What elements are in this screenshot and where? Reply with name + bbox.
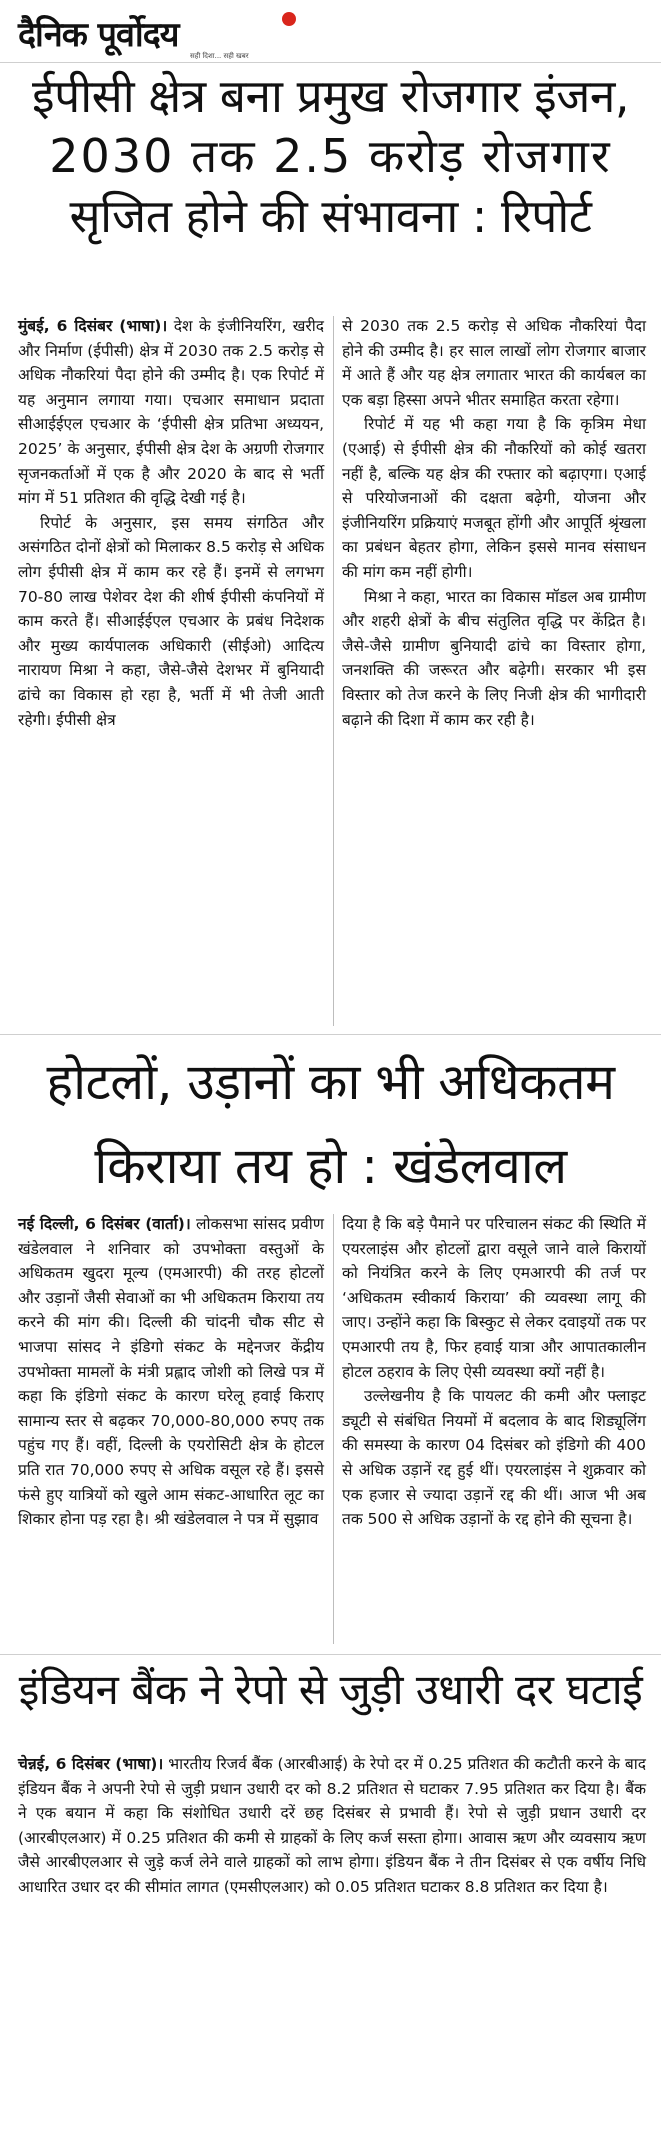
article1-headline: ईपीसी क्षेत्र बना प्रमुख रोजगार इंजन, 2030 तक 2.5 करोड़ रोजगार सृजित होने की संभावना : रिपोर्ट [32, 69, 629, 243]
article1-left-column: मुंबई, 6 दिसंबर (भाषा)। देश के इंजीनियरिंग, खरीद और निर्माण (ईपीसी) क्षेत्र में 2030 तक 2.5 करोड़ से अधिक नौकरियां पैदा होने की उम्मीद है। एक रिपोर्ट में यह अनुमान लगाया गया। एचआर समाधान प्रदाता सीआईईएल एचआर के ‘ईपीसी क्षेत्र प्रतिभा अध्ययन, 2025’ के अनुसार, ईपीसी क्षेत्र देश के अग्रणी रोजगार सृजनकर्ताओं में एक है और 2020 के बाद से भर्ती मांग में 51 प्रतिशत की वृद्धि देखी गई है। रिपोर्ट के अनुसार, इस समय संगठित और असंगठित दोनों क्षेत्रों को मिलाकर 8.5 करोड़ से अधिक लोग ईपीसी क्षेत्र में काम कर रहे हैं। इनमें से लगभग 70-80 लाख पेशेवर देश की शीर्ष ईपीसी कंपनियों में काम करते हैं। सीआईईएल एचआर के प्रबंध निदेशक और मुख्य कार्यपालक अधिकारी (सीईओ) आदित्य नारायण मिश्रा ने कहा, जैसे-जैसे देशभर में बुनियादी ढांचे का विकास हो रहा है, भर्ती में भी तेजी आती रहेगी। ईपीसी क्षेत्र [18, 317, 324, 729]
article3-headline: इंडियन बैंक ने रेपो से जुड़ी उधारी दर घटाई [18, 1665, 643, 1714]
article-divider-2 [0, 1654, 661, 1655]
masthead-tagline: सही दिशा... सही खबर [190, 52, 249, 60]
article2-left-column: नई दिल्ली, 6 दिसंबर (वार्ता)। लोकसभा सांसद प्रवीण खंडेलवाल ने शनिवार को उपभोक्ता वस्तुओं के अधिकतम खुदरा मूल्य (एमआरपी) की तरह होटलों और उड़ानों जैसी सेवाओं का भी अधिकतम किराया तय करने की मांग की। दिल्ली की चांदनी चौक सीट से भाजपा सांसद ने इंडिगो संकट के मद्देनजर केंद्रीय उपभोक्ता मामलों के मंत्री प्रह्लाद जोशी को लिखे पत्र में कहा कि इंडिगो संकट के कारण घरेलू हवाई किराए सामान्य स्तर से बढ़कर 70,000-80,000 रुपए तक पहुंच गए हैं। वहीं, दिल्ली के एयरोसिटी क्षेत्र के होटल प्रति रात 70,000 रुपए से अधिक वसूल रहे हैं। इससे फंसे हुए यात्रियों को खुले आम संकट-आधारित लूट का शिकार होना पड़ रहा है। श्री खंडेलवाल ने पत्र में सुझाव [18, 1215, 324, 1529]
article-divider-1 [0, 1034, 661, 1035]
masthead-divider [0, 62, 661, 63]
article2-headline: होटलों, उड़ानों का भी अधिकतम किराया तय हो : खंडेलवाल [46, 1053, 615, 1195]
article3-dateline: चेन्नई, 6 दिसंबर (भाषा)। [18, 1755, 164, 1773]
article2-dateline: नई दिल्ली, 6 दिसंबर (वार्ता)। [18, 1215, 191, 1233]
article1-dateline: मुंबई, 6 दिसंबर (भाषा)। [18, 317, 168, 335]
article2-right-column: दिया है कि बड़े पैमाने पर परिचालन संकट की स्थिति में एयरलाइंस और होटलों द्वारा वसूले जाने वाले किरायों को नियंत्रित करने के लिए एमआरपी की तर्ज पर ‘अधिकतम स्वीकार्य किराया’ की व्यवस्था लागू की जाए। उन्होंने कहा कि बिस्कुट से लेकर दवाइयों तक पर एमआरपी तय है, फिर हवाई यात्रा और आपातकालीन होटल ठहराव के लिए ऐसी व्यवस्था क्यों नहीं है। उल्लेखनीय है कि पायलट की कमी और फ्लाइट ड्यूटी से संबंधित नियमों में बदलाव के बाद शिड्यूलिंग की समस्या के कारण 04 दिसंबर को इंडिगो की 400 से अधिक उड़ानें रद्द हुई थीं। एयरलाइंस ने शुक्रवार को एक हजार से ज्यादा उड़ानें रद्द की थीं। आज भी अब तक 500 से अधिक उड़ानों के रद्द होने की सूचना है। [342, 1215, 646, 1529]
article1-right-column: से 2030 तक 2.5 करोड़ से अधिक नौकरियां पैदा होने की उम्मीद है। हर साल लाखों लोग रोजगार बाजार में आते हैं और यह क्षेत्र लगातार भारत की कार्यबल का एक बड़ा हिस्सा अपने भीतर समाहित करता रहेगा। रिपोर्ट में यह भी कहा गया है कि कृत्रिम मेधा (एआई) से ईपीसी क्षेत्र की नौकरियों को कोई खतरा नहीं है, बल्कि यह क्षेत्र की रफ्तार को बढ़ाएगा। एआई से परियोजनाओं की दक्षता बढ़ेगी, योजना और इंजीनियरिंग प्रक्रियाएं मजबूत होंगी और आपूर्ति श्रृंखला का प्रबंधन बेहतर होगा, लेकिन इससे मानव संसाधन की मांग कम नहीं होगी। मिश्रा ने कहा, भारत का विकास मॉडल अब ग्रामीण और शहरी क्षेत्रों के बीच संतुलित वृद्धि पर केंद्रित है। जैसे-जैसे ग्रामीण बुनियादी ढांचे का विस्तार होगा, जनशक्ति की जरूरत और बढ़ेगी। सरकार भी इस विस्तार को तेज करने के लिए निजी क्षेत्र की भागीदारी बढ़ाने की दिशा में काम कर रही है। [342, 317, 646, 729]
article1-column-rule [333, 316, 334, 1026]
logo-dot-icon [282, 12, 296, 26]
article2-column-rule [333, 1214, 334, 1644]
masthead [14, 4, 314, 60]
article3-body: चेन्नई, 6 दिसंबर (भाषा)। भारतीय रिजर्व बैंक (आरबीआई) के रेपो दर में 0.25 प्रतिशत की कटौती करने के बाद इंडियन बैंक ने अपनी रेपो से जुड़ी प्रधान उधारी दर को 8.2 प्रतिशत से घटाकर 7.95 प्रतिशत कर दिया है। बैंक ने एक बयान में कहा कि संशोधित उधारी दरें छह दिसंबर से प्रभावी हैं। रेपो से जुड़ी प्रधान उधारी दर (आरबीएलआर) में 0.25 प्रतिशत की कमी से ग्राहकों के लिए कर्ज सस्ता होगा। आवास ऋण और व्यवसाय ऋण जैसे आरबीएलआर से जुड़े कर्ज लेने वाले ग्राहकों को लाभ होगा। इंडियन बैंक ने तीन दिसंबर से एक वर्षीय निधि आधारित उधार दर की सीमांत लागत (एमसीएलआर) को 0.05 प्रतिशत घटाकर 8.8 प्रतिशत कर दिया है। [18, 1755, 646, 1896]
masthead-logo: दैनिक पूर्वोदय [18, 15, 179, 55]
